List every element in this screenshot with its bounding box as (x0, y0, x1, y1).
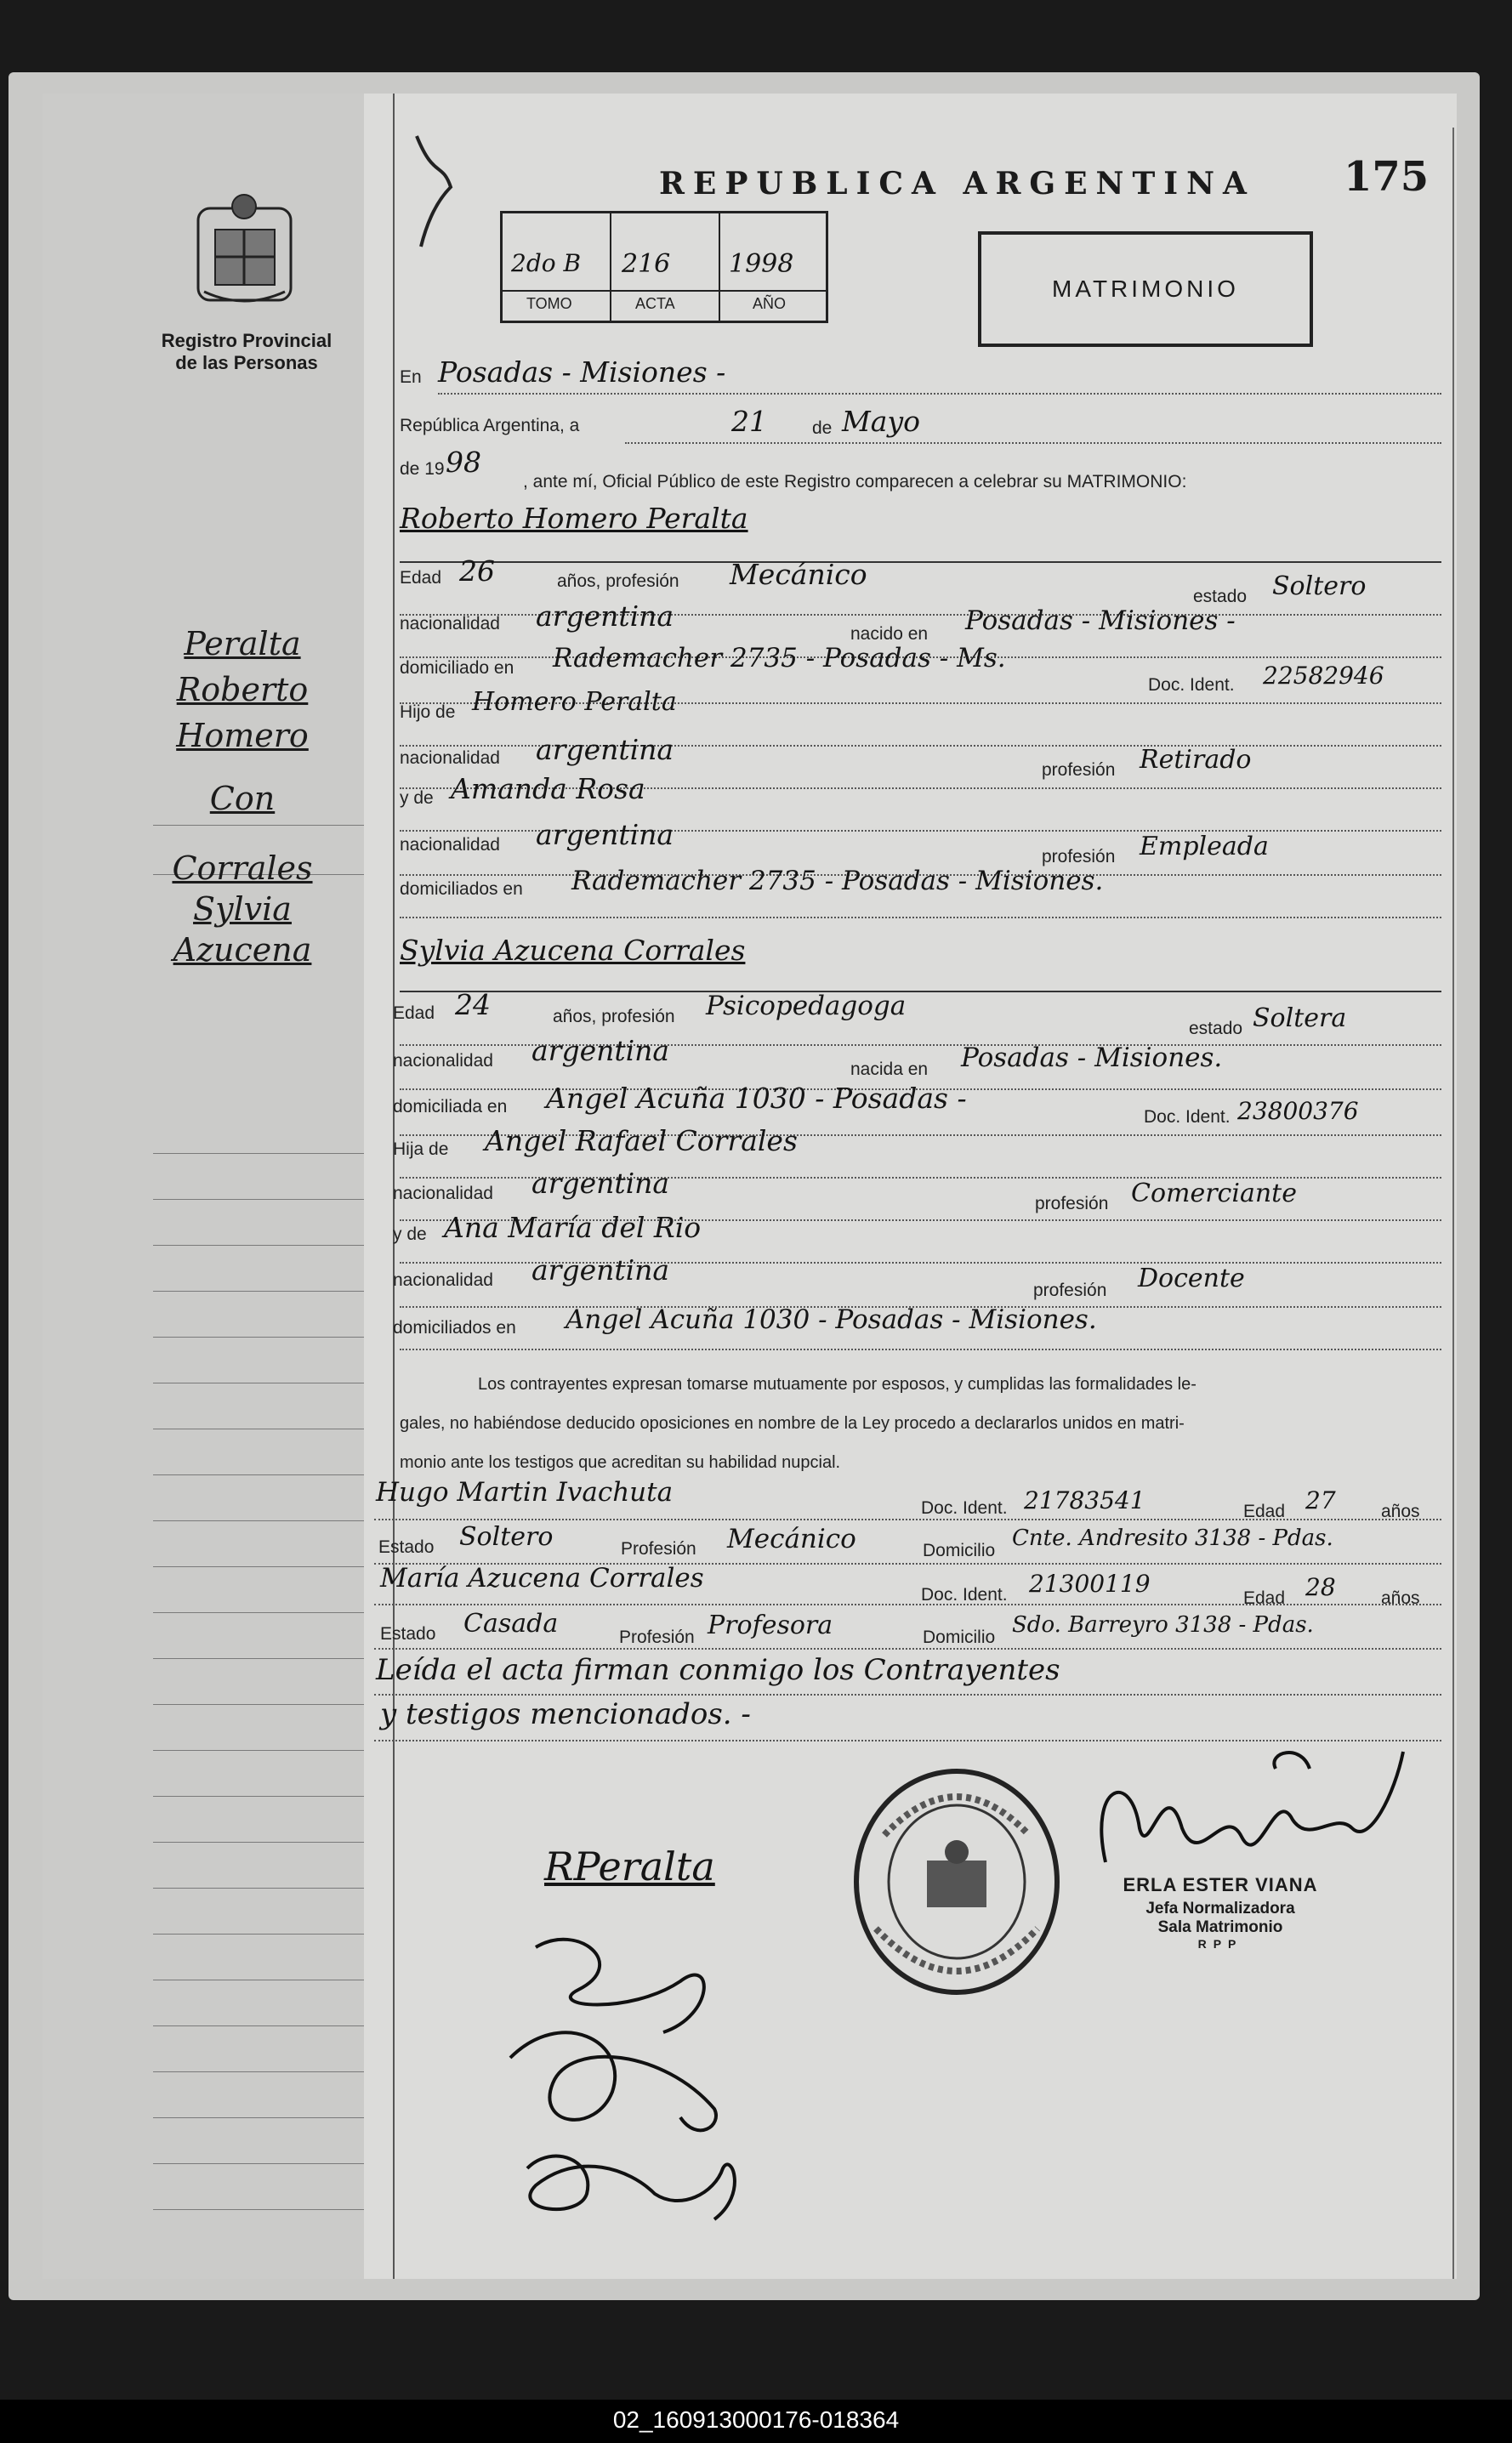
coat-of-arms-icon (191, 191, 298, 306)
bride-estado: Soltera (1253, 1003, 1347, 1033)
page-number: 175 (1344, 153, 1430, 201)
acta-value: 216 (622, 249, 671, 279)
bride-nacida-en: Posadas - Misiones. (961, 1043, 1223, 1073)
groom-madre: Amanda Rosa (451, 772, 645, 805)
witness2-name: María Azucena Corrales (380, 1563, 704, 1594)
closing-line-2: y testigos mencionados. - (380, 1697, 751, 1731)
closing-line-1: Leída el acta firman conmigo los Contrayentes (376, 1653, 1060, 1687)
witness1-doc: 21783541 (1024, 1486, 1145, 1514)
bride-name: Sylvia Azucena Corrales (400, 934, 746, 967)
groom-padre: Homero Peralta (472, 687, 677, 717)
en-label: En (400, 367, 422, 387)
registry-label: Registro Provincial de las Personas (161, 330, 333, 373)
place-value: Posadas - Misiones - (438, 355, 726, 389)
groom-nacido-en: Posadas - Misiones - (965, 605, 1236, 636)
ano-label: AÑO (753, 295, 787, 312)
margin-note: Peralta Roberto Homero Con Corrales Sylvia Azucena (172, 625, 313, 969)
footer-bar (0, 2400, 1512, 2443)
groom-padre-prof: Retirado (1140, 745, 1252, 775)
de-label: de (812, 418, 833, 438)
acta-label: ACTA (635, 295, 675, 312)
groom-madre-nac: argentina (536, 818, 674, 851)
tomo-label: TOMO (526, 295, 572, 312)
year-prefix: de 19 (400, 459, 445, 479)
groom-padres-dom: Rademacher 2735 - Posadas - Misiones. (571, 866, 1104, 896)
witness1-name: Hugo Martin Ivachuta (376, 1477, 674, 1508)
intro-statement: , ante mí, Oficial Público de este Registro comparecen a celebrar su MATRIMONIO: (523, 472, 1187, 491)
witness1-profesion: Mecánico (727, 1524, 856, 1554)
witness-signatures (459, 1913, 833, 2253)
groom-madre-prof: Empleada (1140, 832, 1269, 861)
ano-value: 1998 (729, 249, 794, 279)
bride-madre: Ana María del Rio (444, 1211, 702, 1244)
witness1-estado: Soltero (459, 1522, 554, 1552)
witness2-domicilio: Sdo. Barreyro 3138 - Pdas. (1012, 1612, 1314, 1638)
witness1-domicilio: Cnte. Andresito 3138 - Pdas. (1012, 1525, 1333, 1551)
groom-padre-nac: argentina (536, 733, 674, 766)
bride-madre-nac: argentina (531, 1253, 670, 1287)
country-title: REPUBLICA ARGENTINA (659, 166, 1255, 202)
bride-nacionalidad: argentina (531, 1034, 670, 1067)
bride-profesion: Psicopedagoga (706, 991, 907, 1021)
groom-estado: Soltero (1272, 571, 1367, 601)
margin-column (43, 94, 364, 2279)
bride-madre-prof: Docente (1138, 1264, 1245, 1293)
bride-padre-nac: argentina (531, 1167, 670, 1200)
margin-mark (400, 128, 468, 255)
groom-nacionalidad: argentina (536, 599, 674, 633)
day-value: 21 (731, 405, 767, 438)
bride-domicilio: Angel Acuña 1030 - Posadas - (546, 1082, 967, 1115)
registry-id-box (500, 211, 828, 323)
month-value: Mayo (842, 405, 920, 438)
groom-name: Roberto Homero Peralta (400, 502, 748, 535)
witness2-estado: Casada (463, 1609, 559, 1639)
declaration-text: Los contrayentes expresan tomarse mutuamente por esposos, y cumplidas las formalidades le- gales, no habiéndose deducido oposiciones en nombre de la Ley procedo a declararlos unidos en matri- monio ante los testigos que acreditan su habilidad nupcial. (400, 1375, 1197, 1472)
groom-edad: 26 (459, 554, 495, 588)
right-border (1452, 128, 1454, 2279)
groom-profesion: Mecánico (730, 558, 867, 591)
bride-edad: 24 (455, 988, 491, 1021)
official-seal (850, 1767, 1063, 1997)
year-suffix: 98 (446, 446, 481, 479)
witness2-profesion: Profesora (708, 1611, 833, 1640)
tomo-value: 2do B (511, 249, 582, 277)
bride-doc: 23800376 (1237, 1097, 1359, 1125)
groom-signature: RPeralta (544, 1844, 715, 1889)
bride-padre-prof: Comerciante (1131, 1179, 1297, 1208)
republica-label: República Argentina, a (400, 416, 580, 435)
groom-domicilio: Rademacher 2735 - Posadas - Ms. (553, 643, 1006, 673)
groom-doc: 22582946 (1263, 662, 1384, 690)
witness2-edad: 28 (1305, 1573, 1336, 1601)
officer-stamp: ERLA ESTER VIANA Jefa Normalizadora Sala Matrimonio RPP (1123, 1874, 1318, 1951)
witness2-doc: 21300119 (1029, 1570, 1151, 1598)
witness1-edad: 27 (1305, 1486, 1336, 1514)
bride-padre: Angel Rafael Corrales (485, 1124, 798, 1157)
bride-padres-dom: Angel Acuña 1030 - Posadas - Misiones. (566, 1304, 1097, 1335)
footer-code: 02_160913000176-018364 (612, 2406, 900, 2433)
record-type-box: MATRIMONIO (978, 231, 1313, 347)
